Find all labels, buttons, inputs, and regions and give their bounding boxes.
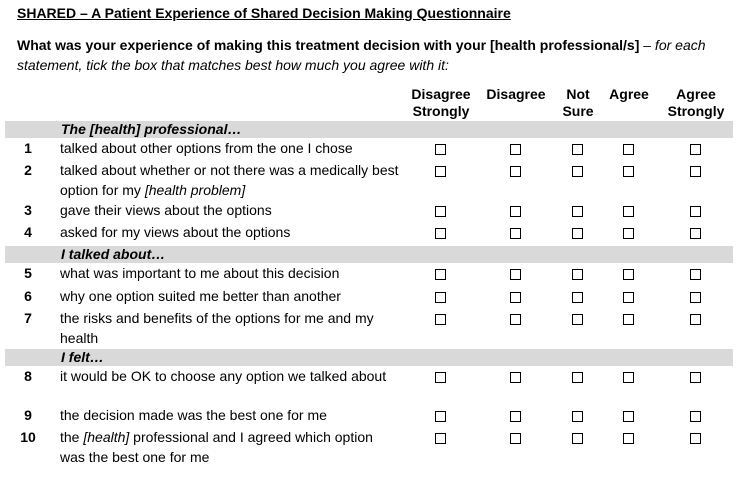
answer-checkbox[interactable]	[690, 433, 701, 444]
answer-checkbox[interactable]	[510, 433, 521, 444]
answer-checkbox[interactable]	[572, 314, 583, 325]
answer-checkbox[interactable]	[435, 166, 446, 177]
section-heading	[5, 349, 733, 366]
answer-checkbox[interactable]	[510, 314, 521, 325]
answer-checkbox[interactable]	[690, 411, 701, 422]
answer-checkbox[interactable]	[510, 372, 521, 383]
item-number: 7	[24, 310, 32, 326]
answer-checkbox[interactable]	[623, 314, 634, 325]
answer-checkbox[interactable]	[572, 206, 583, 217]
questionnaire-title: SHARED – A Patient Experience of Shared Decision Making Questionnaire	[17, 5, 511, 21]
column-header	[661, 86, 731, 120]
column-header-line: Strongly	[412, 103, 470, 119]
section-heading	[5, 121, 733, 138]
answer-checkbox[interactable]	[572, 292, 583, 303]
answer-checkbox[interactable]	[623, 228, 634, 239]
column-header-line: Sure	[562, 103, 594, 119]
answer-checkbox[interactable]	[510, 228, 521, 239]
answer-checkbox[interactable]	[435, 411, 446, 422]
answer-checkbox[interactable]	[572, 166, 583, 177]
item-statement-placeholder: [health problem]	[144, 182, 246, 198]
answer-checkbox[interactable]	[690, 228, 701, 239]
answer-checkbox[interactable]	[510, 206, 521, 217]
item-statement: the decision made was the best one for me	[60, 407, 327, 423]
answer-checkbox[interactable]	[623, 292, 634, 303]
answer-checkbox[interactable]	[572, 269, 583, 280]
item-number: 9	[24, 407, 32, 423]
item-number: 1	[24, 140, 32, 156]
item-statement: asked for my views about the options	[60, 224, 291, 240]
item-number: 4	[24, 224, 32, 240]
answer-checkbox[interactable]	[623, 411, 634, 422]
answer-checkbox[interactable]	[510, 411, 521, 422]
item-number: 8	[24, 368, 32, 384]
answer-checkbox[interactable]	[690, 144, 701, 155]
column-header	[401, 86, 481, 120]
item-number: 10	[20, 429, 36, 445]
instructions	[17, 35, 729, 75]
item-statement: talked about whether or not there was a medically best option for my [health problem]	[60, 162, 399, 198]
answer-checkbox[interactable]	[510, 292, 521, 303]
answer-checkbox[interactable]	[690, 166, 701, 177]
column-header-line: Agree	[676, 86, 716, 102]
answer-checkbox[interactable]	[572, 228, 583, 239]
answer-checkbox[interactable]	[690, 292, 701, 303]
answer-checkbox[interactable]	[510, 144, 521, 155]
answer-checkbox[interactable]	[690, 206, 701, 217]
item-number: 6	[24, 288, 32, 304]
answer-checkbox[interactable]	[623, 206, 634, 217]
answer-checkbox[interactable]	[510, 269, 521, 280]
column-header-line: Disagree	[411, 86, 471, 102]
answer-checkbox[interactable]	[435, 314, 446, 325]
answer-checkbox[interactable]	[623, 372, 634, 383]
column-header-line: Not	[566, 86, 590, 102]
answer-checkbox[interactable]	[572, 372, 583, 383]
item-statement: the risks and benefits of the options for me and my health	[60, 310, 374, 346]
answer-checkbox[interactable]	[623, 269, 634, 280]
answer-checkbox[interactable]	[435, 144, 446, 155]
answer-checkbox[interactable]	[623, 166, 634, 177]
item-number: 3	[24, 202, 32, 218]
item-statement: why one option suited me better than another	[60, 288, 341, 304]
item-number: 2	[24, 162, 32, 178]
answer-checkbox[interactable]	[435, 292, 446, 303]
answer-checkbox[interactable]	[435, 433, 446, 444]
section-heading-label: I felt…	[61, 349, 104, 365]
answer-checkbox[interactable]	[510, 166, 521, 177]
answer-checkbox[interactable]	[690, 269, 701, 280]
answer-checkbox[interactable]	[435, 206, 446, 217]
answer-checkbox[interactable]	[623, 144, 634, 155]
column-header-line: Disagree	[486, 86, 546, 102]
column-header-line: Agree	[609, 86, 649, 102]
item-statement: what was important to me about this decision	[60, 265, 340, 281]
answer-checkbox[interactable]	[690, 314, 701, 325]
answer-checkbox[interactable]	[690, 372, 701, 383]
column-header	[604, 86, 654, 103]
item-statement: gave their views about the options	[60, 202, 272, 218]
section-heading-label: I talked about…	[61, 246, 166, 262]
column-header	[558, 86, 598, 120]
answer-checkbox[interactable]	[435, 372, 446, 383]
item-statement-placeholder: [health]	[83, 429, 130, 445]
section-heading	[5, 246, 733, 263]
item-statement: talked about other options from the one I chose	[60, 140, 353, 156]
answer-checkbox[interactable]	[572, 411, 583, 422]
answer-checkbox[interactable]	[623, 433, 634, 444]
instructions-question: What was your experience of making this treatment decision with your [health professional/s]	[17, 37, 640, 53]
answer-checkbox[interactable]	[435, 228, 446, 239]
instructions-note: – for each statement, tick the box that matches best how much you agree with it:	[17, 37, 706, 73]
item-statement: it would be OK to choose any option we talked about	[60, 368, 387, 384]
column-header	[481, 86, 551, 103]
item-statement: the [health] professional and I agreed which option was the best one for me	[60, 429, 373, 465]
column-header-line: Strongly	[667, 103, 725, 119]
answer-checkbox[interactable]	[572, 144, 583, 155]
item-number: 5	[24, 265, 32, 281]
section-heading-label: The [health] professional…	[61, 121, 242, 137]
answer-checkbox[interactable]	[435, 269, 446, 280]
answer-checkbox[interactable]	[572, 433, 583, 444]
